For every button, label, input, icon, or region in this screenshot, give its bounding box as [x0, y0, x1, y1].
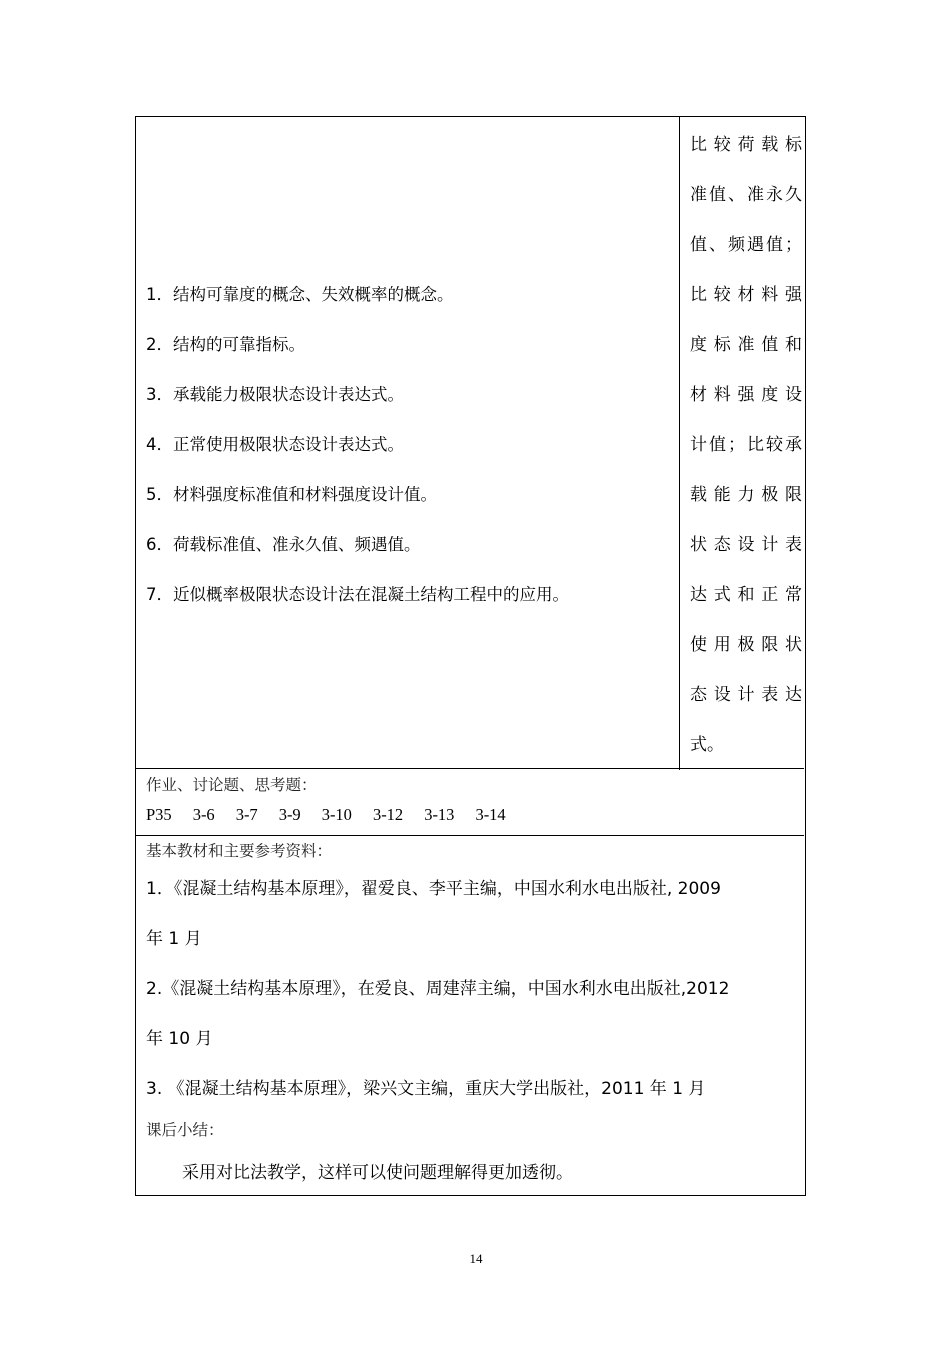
key-point-line: 使用极限状: [690, 635, 802, 655]
key-point-line: 准值、准永久: [690, 185, 802, 205]
homework-item: 3-12: [372, 805, 404, 824]
reference-line: 年 1 月: [146, 929, 202, 949]
topic-item-6: 6．荷载标准值、准永久值、频遇值。: [146, 535, 421, 554]
homework-item: 3-13: [424, 805, 455, 824]
topic-item-2: 2．结构的可靠指标。: [146, 335, 305, 354]
key-point-line: 材料强度设: [690, 385, 802, 405]
summary-label: 课后小结：: [146, 1121, 224, 1139]
homework-item: 3-9: [278, 805, 301, 824]
reference-line: 年 10 月: [146, 1029, 213, 1049]
key-point-line: 态设计表达: [690, 685, 802, 705]
summary-text: 采用对比法教学，这样可以使问题理解得更加透彻。: [182, 1163, 573, 1183]
homework-item: 3-14: [475, 805, 506, 824]
key-point-line: 度标准值和: [690, 335, 802, 355]
topic-item-1: 1．结构可靠度的概念、失效概率的概念。: [146, 285, 454, 304]
key-point-line: 状态设计表: [690, 535, 802, 555]
key-point-line: 载能力极限: [690, 485, 802, 505]
key-points-cell: [680, 117, 804, 770]
teaching-content-cell: [136, 117, 680, 770]
homework-item: P35: [146, 805, 172, 824]
references-label: 基本教材和主要参考资料：: [146, 842, 333, 860]
key-point-line: 式。: [690, 735, 724, 755]
homework-item: 3-6: [192, 805, 215, 824]
key-point-line: 比较材料强: [690, 285, 802, 305]
key-point-line: 比较荷载标: [690, 135, 802, 155]
row-divider: [136, 768, 804, 769]
topic-item-4: 4．正常使用极限状态设计表达式。: [146, 435, 404, 454]
topic-item-5: 5．材料强度标准值和材料强度设计值。: [146, 485, 437, 504]
key-point-line: 计值；比较承: [690, 435, 802, 455]
key-point-line: 达式和正常: [690, 585, 802, 605]
key-point-line: 值、频遇值；: [690, 235, 802, 255]
lesson-plan-table: [135, 116, 806, 1196]
homework-item: 3-7: [235, 805, 258, 824]
reference-line: 3. 《混凝土结构基本原理》，梁兴文主编，重庆大学出版社，2011 年 1 月: [146, 1079, 706, 1099]
reference-line: 1．《混凝土结构基本原理》，翟爱良、李平主编，中国水利水电出版社, 2009: [146, 879, 721, 899]
row-divider: [136, 835, 804, 836]
topic-item-7: 7．近似概率极限状态设计法在混凝土结构工程中的应用。: [146, 585, 569, 604]
topic-item-3: 3．承载能力极限状态设计表达式。: [146, 385, 404, 404]
homework-items: [146, 805, 527, 825]
homework-label: 作业、讨论题、思考题：: [146, 776, 317, 794]
page-number: 14: [469, 1251, 483, 1266]
reference-line: 2.《混凝土结构基本原理》，在爱良、周建萍主编，中国水利水电出版社,2012: [146, 979, 730, 999]
homework-item: 3-10: [321, 805, 352, 824]
